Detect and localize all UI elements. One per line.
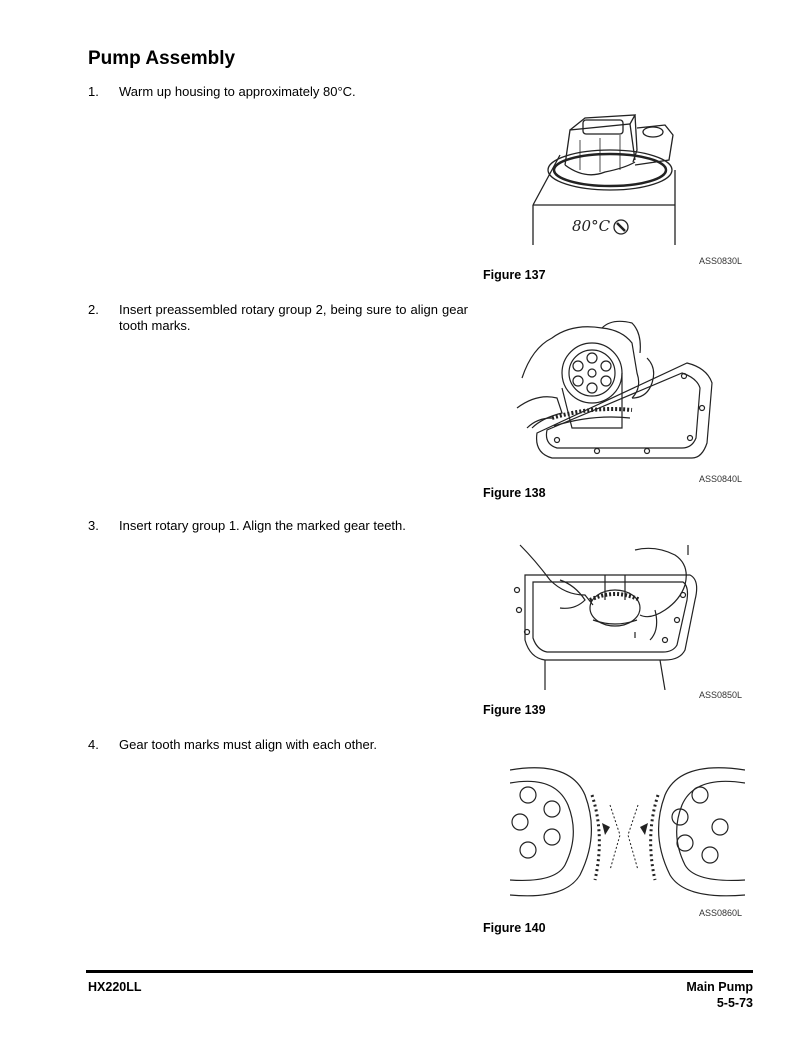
step-text: Insert rotary group 1. Align the marked gear teeth.: [119, 518, 406, 533]
footer-section: Main Pump: [686, 980, 753, 994]
figure-caption: Figure 138: [483, 486, 546, 500]
step-text: Gear tooth marks must align with each other.: [119, 737, 377, 752]
step-2: [88, 302, 468, 334]
figure-code: ASS0860L: [699, 908, 743, 918]
figure-137-illustration: [525, 110, 690, 250]
step-4: [88, 737, 468, 753]
figure-caption: Figure 140: [483, 921, 546, 935]
step-number: 4.: [88, 737, 99, 752]
figure-code: ASS0850L: [699, 690, 743, 700]
step-text: Warm up housing to approximately 80°C.: [119, 84, 356, 99]
figure-140-illustration: [510, 765, 745, 900]
step-text: Insert preassembled rotary group 2, being sure to align gear tooth marks.: [119, 302, 468, 333]
figure-caption: Figure 137: [483, 268, 546, 282]
footer-model: HX220LL: [88, 980, 142, 994]
figure-138-illustration: [512, 318, 722, 473]
figure-code: ASS0840L: [699, 474, 743, 484]
temperature-label: 80°C: [572, 217, 611, 235]
step-number: 3.: [88, 518, 99, 533]
figure-caption: Figure 139: [483, 703, 546, 717]
page-title: Pump Assembly: [88, 48, 236, 69]
figure-code: ASS0830L: [699, 256, 743, 266]
step-number: 2.: [88, 302, 99, 317]
step-1: [88, 84, 468, 100]
footer-page-number: 5-5-73: [716, 996, 753, 1010]
step-number: 1.: [88, 84, 99, 99]
figure-139-illustration: [505, 540, 710, 690]
step-3: [88, 518, 468, 534]
footer-rule: [86, 970, 753, 973]
